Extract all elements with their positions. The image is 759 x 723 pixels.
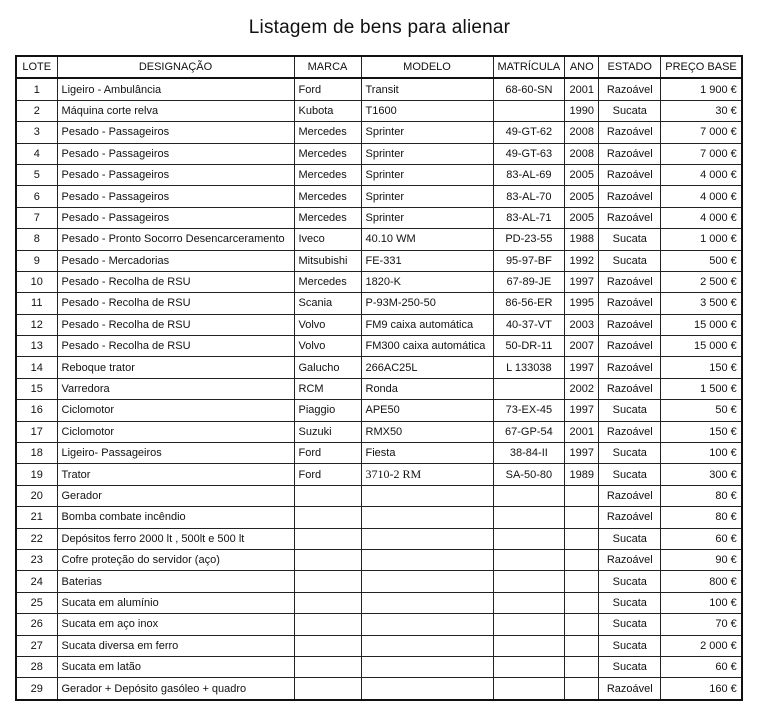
cell-preco-base: 50 € [661, 400, 742, 421]
cell-ano: 1997 [565, 357, 599, 378]
cell-marca: Mercedes [294, 122, 361, 143]
cell-ano [565, 549, 599, 570]
cell-modelo: Sprinter [361, 164, 493, 185]
cell-matricula [493, 656, 565, 677]
cell-modelo: RMX50 [361, 421, 493, 442]
cell-ano: 2002 [565, 378, 599, 399]
cell-marca [294, 678, 361, 700]
cell-estado: Razoável [599, 186, 661, 207]
cell-preco-base: 80 € [661, 485, 742, 506]
cell-preco-base: 2 000 € [661, 635, 742, 656]
cell-modelo [361, 507, 493, 528]
cell-marca: Scania [294, 293, 361, 314]
cell-matricula [493, 485, 565, 506]
cell-matricula [493, 678, 565, 700]
cell-lote: 18 [16, 443, 57, 464]
cell-lote: 21 [16, 507, 57, 528]
cell-designacao: Pesado - Recolha de RSU [57, 314, 294, 335]
cell-lote: 28 [16, 656, 57, 677]
cell-preco-base: 300 € [661, 464, 742, 485]
cell-estado: Sucata [599, 656, 661, 677]
cell-preco-base: 160 € [661, 678, 742, 700]
cell-ano: 2008 [565, 122, 599, 143]
column-header-estado: ESTADO [599, 56, 661, 78]
cell-preco-base: 4 000 € [661, 164, 742, 185]
cell-matricula [493, 614, 565, 635]
cell-marca: Kubota [294, 100, 361, 121]
cell-modelo: P-93M-250-50 [361, 293, 493, 314]
cell-designacao: Pesado - Passageiros [57, 186, 294, 207]
cell-ano: 1988 [565, 229, 599, 250]
cell-matricula: 49-GT-62 [493, 122, 565, 143]
table-row [16, 186, 742, 207]
cell-modelo [361, 656, 493, 677]
cell-marca [294, 571, 361, 592]
cell-ano [565, 485, 599, 506]
cell-designacao: Pesado - Passageiros [57, 207, 294, 228]
column-header-matricula: MATRÍCULA [493, 56, 565, 78]
cell-modelo [361, 614, 493, 635]
cell-estado: Razoável [599, 164, 661, 185]
cell-marca: Mitsubishi [294, 250, 361, 271]
cell-preco-base: 100 € [661, 443, 742, 464]
cell-estado: Razoável [599, 78, 661, 100]
cell-estado: Razoável [599, 378, 661, 399]
cell-preco-base: 800 € [661, 571, 742, 592]
cell-estado: Razoável [599, 207, 661, 228]
cell-matricula: 68-60-SN [493, 78, 565, 100]
table-row [16, 464, 742, 485]
cell-modelo: Sprinter [361, 143, 493, 164]
cell-matricula: 67-89-JE [493, 271, 565, 292]
cell-matricula: 50-DR-11 [493, 336, 565, 357]
cell-matricula: 40-37-VT [493, 314, 565, 335]
cell-preco-base: 2 500 € [661, 271, 742, 292]
cell-lote: 19 [16, 464, 57, 485]
cell-designacao: Sucata em alumínio [57, 592, 294, 613]
cell-marca: Ford [294, 78, 361, 100]
cell-preco-base: 7 000 € [661, 143, 742, 164]
cell-estado: Sucata [599, 400, 661, 421]
cell-ano: 1990 [565, 100, 599, 121]
table-row [16, 678, 742, 700]
cell-ano: 1992 [565, 250, 599, 271]
cell-designacao: Ligeiro - Ambulância [57, 78, 294, 100]
table-row [16, 271, 742, 292]
table-row [16, 421, 742, 442]
cell-lote: 20 [16, 485, 57, 506]
cell-marca [294, 528, 361, 549]
table-row [16, 635, 742, 656]
table-row [16, 592, 742, 613]
cell-ano: 1997 [565, 400, 599, 421]
cell-estado: Razoável [599, 357, 661, 378]
table-row [16, 549, 742, 570]
cell-matricula: SA-50-80 [493, 464, 565, 485]
cell-preco-base: 80 € [661, 507, 742, 528]
cell-ano: 2005 [565, 164, 599, 185]
cell-designacao: Reboque trator [57, 357, 294, 378]
cell-lote: 23 [16, 549, 57, 570]
cell-preco-base: 90 € [661, 549, 742, 570]
cell-marca: Ford [294, 464, 361, 485]
cell-matricula: 38-84-II [493, 443, 565, 464]
cell-ano: 1989 [565, 464, 599, 485]
cell-matricula [493, 100, 565, 121]
cell-estado: Razoável [599, 507, 661, 528]
cell-estado: Sucata [599, 571, 661, 592]
table-row [16, 443, 742, 464]
cell-marca: Mercedes [294, 186, 361, 207]
cell-matricula: 73-EX-45 [493, 400, 565, 421]
cell-designacao: Gerador [57, 485, 294, 506]
cell-marca [294, 614, 361, 635]
cell-matricula: 83-AL-71 [493, 207, 565, 228]
column-header-modelo: MODELO [361, 56, 493, 78]
cell-designacao: Depósitos ferro 2000 lt , 500lt e 500 lt [57, 528, 294, 549]
cell-preco-base: 7 000 € [661, 122, 742, 143]
cell-preco-base: 100 € [661, 592, 742, 613]
cell-estado: Razoável [599, 549, 661, 570]
cell-lote: 27 [16, 635, 57, 656]
cell-preco-base: 1 000 € [661, 229, 742, 250]
column-header-lote: LOTE [16, 56, 57, 78]
column-header-preco-base: PREÇO BASE [661, 56, 742, 78]
cell-modelo: FM300 caixa automática [361, 336, 493, 357]
table-row [16, 229, 742, 250]
cell-lote: 3 [16, 122, 57, 143]
cell-marca [294, 507, 361, 528]
cell-designacao: Bomba combate incêndio [57, 507, 294, 528]
cell-lote: 29 [16, 678, 57, 700]
table-row [16, 571, 742, 592]
cell-modelo [361, 635, 493, 656]
cell-preco-base: 3 500 € [661, 293, 742, 314]
table-row [16, 78, 742, 100]
cell-modelo: T1600 [361, 100, 493, 121]
cell-ano: 2001 [565, 78, 599, 100]
cell-ano [565, 635, 599, 656]
cell-estado: Sucata [599, 592, 661, 613]
cell-designacao: Sucata diversa em ferro [57, 635, 294, 656]
cell-estado: Sucata [599, 443, 661, 464]
cell-designacao: Pesado - Passageiros [57, 143, 294, 164]
cell-ano: 1997 [565, 271, 599, 292]
cell-modelo [361, 678, 493, 700]
cell-estado: Sucata [599, 464, 661, 485]
table-row [16, 207, 742, 228]
cell-designacao: Pesado - Recolha de RSU [57, 336, 294, 357]
cell-lote: 14 [16, 357, 57, 378]
cell-ano [565, 614, 599, 635]
cell-matricula [493, 571, 565, 592]
cell-estado: Sucata [599, 250, 661, 271]
cell-modelo: Sprinter [361, 122, 493, 143]
cell-marca: Iveco [294, 229, 361, 250]
cell-matricula [493, 592, 565, 613]
cell-designacao: Trator [57, 464, 294, 485]
cell-estado: Sucata [599, 635, 661, 656]
cell-marca [294, 635, 361, 656]
cell-marca: Ford [294, 443, 361, 464]
cell-lote: 17 [16, 421, 57, 442]
column-header-ano: ANO [565, 56, 599, 78]
cell-estado: Sucata [599, 528, 661, 549]
cell-designacao: Pesado - Pronto Socorro Desencarceramento [57, 229, 294, 250]
cell-estado: Razoável [599, 314, 661, 335]
cell-estado: Razoável [599, 485, 661, 506]
cell-ano [565, 571, 599, 592]
cell-modelo: Sprinter [361, 207, 493, 228]
cell-estado: Razoável [599, 421, 661, 442]
cell-designacao: Pesado - Recolha de RSU [57, 271, 294, 292]
cell-lote: 15 [16, 378, 57, 399]
cell-matricula [493, 635, 565, 656]
cell-lote: 4 [16, 143, 57, 164]
cell-marca: Mercedes [294, 207, 361, 228]
cell-preco-base: 4 000 € [661, 207, 742, 228]
cell-marca: RCM [294, 378, 361, 399]
cell-estado: Razoável [599, 143, 661, 164]
cell-lote: 2 [16, 100, 57, 121]
cell-designacao: Pesado - Recolha de RSU [57, 293, 294, 314]
cell-ano [565, 528, 599, 549]
cell-modelo [361, 528, 493, 549]
cell-modelo [361, 571, 493, 592]
cell-preco-base: 70 € [661, 614, 742, 635]
cell-lote: 11 [16, 293, 57, 314]
table-row [16, 656, 742, 677]
table-row [16, 100, 742, 121]
cell-marca: Galucho [294, 357, 361, 378]
cell-lote: 26 [16, 614, 57, 635]
cell-marca: Volvo [294, 336, 361, 357]
cell-modelo [361, 592, 493, 613]
table-row [16, 614, 742, 635]
column-header-designacao: DESIGNAÇÃO [57, 56, 294, 78]
cell-modelo: Ronda [361, 378, 493, 399]
cell-marca: Mercedes [294, 143, 361, 164]
cell-designacao: Varredora [57, 378, 294, 399]
cell-lote: 10 [16, 271, 57, 292]
cell-designacao: Baterias [57, 571, 294, 592]
cell-matricula: 86-56-ER [493, 293, 565, 314]
cell-designacao: Pesado - Passageiros [57, 164, 294, 185]
cell-matricula: PD-23-55 [493, 229, 565, 250]
cell-modelo: FE-331 [361, 250, 493, 271]
table-row [16, 164, 742, 185]
cell-modelo: 266AC25L [361, 357, 493, 378]
table-row [16, 314, 742, 335]
cell-ano [565, 656, 599, 677]
cell-estado: Razoável [599, 678, 661, 700]
cell-designacao: Máquina corte relva [57, 100, 294, 121]
cell-preco-base: 15 000 € [661, 314, 742, 335]
cell-marca: Piaggio [294, 400, 361, 421]
cell-estado: Sucata [599, 100, 661, 121]
cell-designacao: Cofre proteção do servidor (aço) [57, 549, 294, 570]
table-row [16, 400, 742, 421]
cell-designacao: Sucata em aço inox [57, 614, 294, 635]
cell-designacao: Sucata em latão [57, 656, 294, 677]
cell-lote: 16 [16, 400, 57, 421]
cell-ano: 2005 [565, 186, 599, 207]
cell-matricula: 83-AL-69 [493, 164, 565, 185]
cell-matricula: 49-GT-63 [493, 143, 565, 164]
cell-lote: 12 [16, 314, 57, 335]
cell-lote: 6 [16, 186, 57, 207]
cell-matricula: L 133038 [493, 357, 565, 378]
cell-preco-base: 60 € [661, 528, 742, 549]
cell-modelo: APE50 [361, 400, 493, 421]
cell-matricula [493, 549, 565, 570]
cell-modelo: FM9 caixa automática [361, 314, 493, 335]
cell-matricula: 83-AL-70 [493, 186, 565, 207]
cell-matricula: 95-97-BF [493, 250, 565, 271]
cell-lote: 25 [16, 592, 57, 613]
cell-marca: Mercedes [294, 164, 361, 185]
cell-lote: 24 [16, 571, 57, 592]
table-row [16, 357, 742, 378]
cell-lote: 5 [16, 164, 57, 185]
table-row [16, 122, 742, 143]
cell-matricula: 67-GP-54 [493, 421, 565, 442]
cell-ano [565, 678, 599, 700]
cell-designacao: Pesado - Mercadorias [57, 250, 294, 271]
cell-modelo: 1820-K [361, 271, 493, 292]
cell-lote: 8 [16, 229, 57, 250]
cell-preco-base: 1 900 € [661, 78, 742, 100]
cell-designacao: Pesado - Passageiros [57, 122, 294, 143]
cell-marca [294, 549, 361, 570]
cell-ano [565, 592, 599, 613]
cell-preco-base: 30 € [661, 100, 742, 121]
table-header-row [16, 56, 742, 78]
cell-estado: Razoável [599, 271, 661, 292]
cell-preco-base: 150 € [661, 357, 742, 378]
cell-modelo [361, 485, 493, 506]
cell-marca [294, 592, 361, 613]
cell-ano: 2005 [565, 207, 599, 228]
cell-lote: 22 [16, 528, 57, 549]
table-row [16, 485, 742, 506]
cell-ano: 2003 [565, 314, 599, 335]
cell-estado: Razoável [599, 336, 661, 357]
cell-preco-base: 15 000 € [661, 336, 742, 357]
cell-marca: Volvo [294, 314, 361, 335]
cell-matricula [493, 378, 565, 399]
cell-ano: 2001 [565, 421, 599, 442]
cell-preco-base: 1 500 € [661, 378, 742, 399]
cell-marca [294, 656, 361, 677]
table-row [16, 293, 742, 314]
table-row [16, 336, 742, 357]
cell-ano: 2008 [565, 143, 599, 164]
assets-table [15, 55, 743, 701]
cell-estado: Sucata [599, 614, 661, 635]
cell-modelo: 40.10 WM [361, 229, 493, 250]
cell-designacao: Ciclomotor [57, 400, 294, 421]
column-header-marca: MARCA [294, 56, 361, 78]
table-row [16, 250, 742, 271]
cell-modelo: Sprinter [361, 186, 493, 207]
table-row [16, 143, 742, 164]
cell-modelo: Transit [361, 78, 493, 100]
cell-designacao: Ciclomotor [57, 421, 294, 442]
cell-lote: 9 [16, 250, 57, 271]
cell-estado: Sucata [599, 229, 661, 250]
cell-marca: Mercedes [294, 271, 361, 292]
cell-estado: Razoável [599, 293, 661, 314]
cell-ano: 1995 [565, 293, 599, 314]
cell-ano: 1997 [565, 443, 599, 464]
cell-designacao: Gerador + Depósito gasóleo + quadro [57, 678, 294, 700]
table-row [16, 378, 742, 399]
cell-preco-base: 60 € [661, 656, 742, 677]
cell-modelo [361, 549, 493, 570]
cell-modelo: 3710-2 RM [361, 464, 493, 485]
cell-lote: 1 [16, 78, 57, 100]
cell-lote: 13 [16, 336, 57, 357]
cell-designacao: Ligeiro- Passageiros [57, 443, 294, 464]
cell-preco-base: 4 000 € [661, 186, 742, 207]
cell-lote: 7 [16, 207, 57, 228]
cell-matricula [493, 528, 565, 549]
page-title: Listagem de bens para alienar [248, 17, 511, 38]
cell-preco-base: 500 € [661, 250, 742, 271]
cell-marca [294, 485, 361, 506]
cell-matricula [493, 507, 565, 528]
cell-ano: 2007 [565, 336, 599, 357]
table-row [16, 528, 742, 549]
cell-preco-base: 150 € [661, 421, 742, 442]
cell-marca: Suzuki [294, 421, 361, 442]
cell-modelo: Fiesta [361, 443, 493, 464]
cell-ano [565, 507, 599, 528]
table-row [16, 507, 742, 528]
cell-estado: Razoável [599, 122, 661, 143]
